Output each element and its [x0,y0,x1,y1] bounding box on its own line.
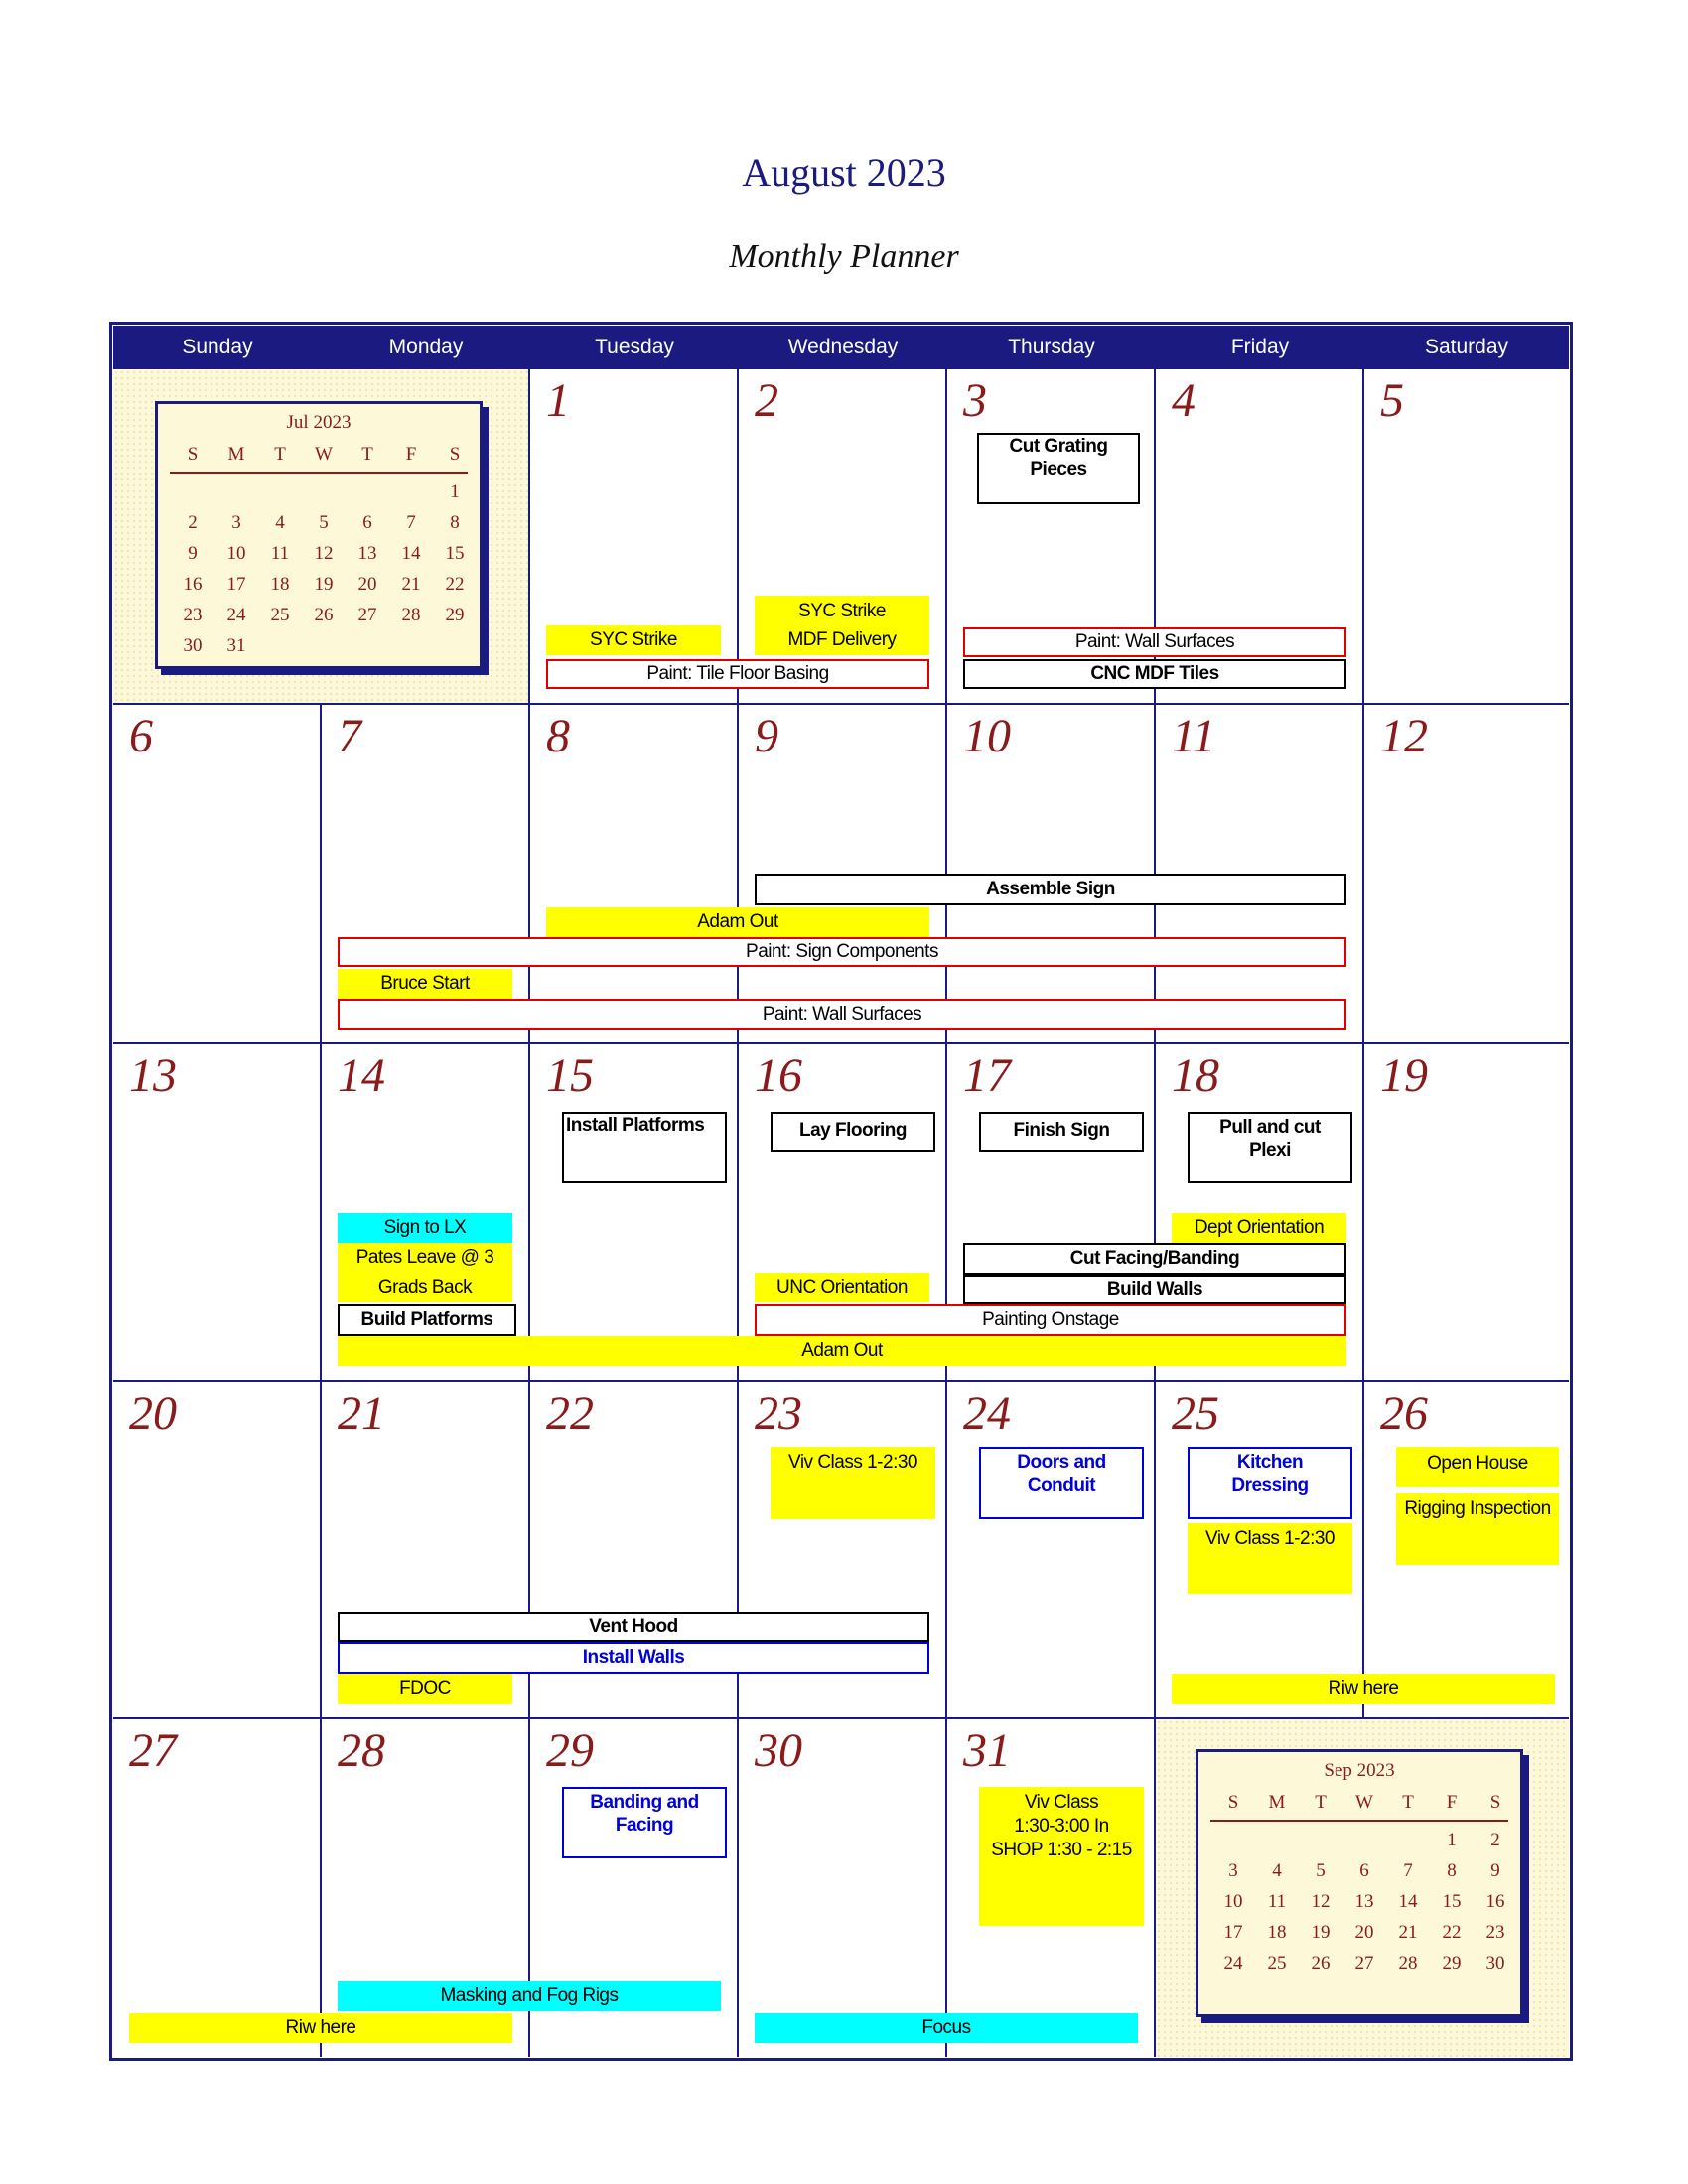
mini-date: 21 [401,574,421,595]
day-cell-12[interactable] [1364,705,1569,1044]
event-pull-and-cut-plexi[interactable]: Pull and cut Plexi [1188,1112,1352,1183]
day-number: 20 [129,1387,177,1439]
weekday-saturday: Saturday [1424,336,1509,358]
mini-date: 13 [357,543,377,564]
weekday-wednesday: Wednesday [787,336,899,358]
mini-date: 15 [445,543,465,564]
mini-date: 27 [1354,1953,1374,1974]
mini-date: 21 [1398,1922,1418,1943]
day-number: 7 [338,710,361,762]
event-paint-wall-surfaces-2[interactable]: Paint: Wall Surfaces [338,999,1346,1030]
mini-date: 30 [183,635,203,656]
event-bruce-start[interactable]: Bruce Start [338,969,512,999]
mini-calendar-jul [155,401,483,669]
mini-date: 4 [1272,1860,1282,1881]
event-assemble-sign[interactable]: Assemble Sign [755,874,1346,905]
mini-weekday: F [1446,1792,1458,1813]
mini-weekday: M [227,444,245,465]
event-grads-back[interactable]: Grads Back [338,1273,512,1302]
day-number: 23 [755,1387,802,1439]
mini-divider [1210,1820,1508,1822]
day-cell-15[interactable] [530,1044,739,1382]
mini-weekday: W [1355,1792,1373,1813]
mini-date: 26 [1311,1953,1331,1974]
mini-date: 24 [1223,1953,1243,1974]
mini-date: 3 [231,512,241,533]
day-number: 19 [1380,1049,1428,1102]
mini-date: 16 [1485,1891,1505,1912]
weekday-sunday: Sunday [182,336,253,358]
day-number: 31 [963,1724,1011,1777]
mini-date: 4 [275,512,285,533]
event-syc-strike[interactable]: SYC Strike [546,625,721,655]
event-riw-here-2[interactable]: Riw here [129,2013,512,2043]
day-cell-13[interactable] [113,1044,322,1382]
mini-weekday: T [274,444,286,465]
mini-date: 9 [188,543,198,564]
event-paint-sign-components[interactable]: Paint: Sign Components [338,937,1346,967]
event-open-house[interactable]: Open House [1396,1447,1559,1487]
event-build-platforms[interactable]: Build Platforms [338,1304,516,1336]
mini-date: 6 [362,512,372,533]
mini-weekday: M [1268,1792,1286,1813]
mini-date: 17 [1223,1922,1243,1943]
mini-calendar-sep [1196,1749,1523,2017]
weekday-friday: Friday [1230,336,1290,358]
mini-date: 14 [401,543,421,564]
day-number: 30 [755,1724,802,1777]
mini-date: 5 [1316,1860,1326,1881]
mini-weekday: S [449,444,461,465]
day-number: 15 [546,1049,594,1102]
day-cell-30[interactable] [739,1719,947,2057]
mini-date: 25 [1267,1953,1287,1974]
day-number: 4 [1172,374,1196,427]
mini-date: 19 [1311,1922,1331,1943]
mini-date: 12 [314,543,334,564]
day-number: 24 [963,1387,1011,1439]
event-finish-sign[interactable]: Finish Sign [979,1112,1144,1152]
event-adam-out-2[interactable]: Adam Out [338,1336,1346,1366]
event-painting-onstage[interactable]: Painting Onstage [755,1304,1346,1336]
mini-date: 28 [1398,1953,1418,1974]
mini-date: 10 [226,543,246,564]
mini-weekday: T [361,444,373,465]
day-cell-20[interactable] [113,1382,322,1719]
mini-divider [170,472,468,474]
day-cell-5[interactable] [1364,369,1569,705]
day-number: 27 [129,1724,177,1777]
mini-date: 5 [319,512,329,533]
mini-date: 18 [1267,1922,1287,1943]
day-number: 22 [546,1387,594,1439]
event-adam-out[interactable]: Adam Out [546,907,929,937]
mini-date: 20 [357,574,377,595]
event-banding-and-facing[interactable]: Banding and Facing [562,1787,727,1858]
mini-date: 8 [1447,1860,1457,1881]
mini-date: 30 [1485,1953,1505,1974]
day-number: 17 [963,1049,1011,1102]
mini-date: 16 [183,574,203,595]
event-cut-facing-banding[interactable]: Cut Facing/Banding [963,1243,1346,1275]
mini-date: 29 [1442,1953,1462,1974]
weekday-monday: Monday [388,336,464,358]
mini-date: 24 [226,605,246,625]
day-number: 25 [1172,1387,1219,1439]
mini-date: 6 [1359,1860,1369,1881]
event-masking-and-fog-rigs[interactable]: Masking and Fog Rigs [338,1981,721,2011]
mini-date: 7 [1403,1860,1413,1881]
weekday-thursday: Thursday [1008,336,1095,358]
mini-date: 1 [1447,1830,1457,1850]
day-number: 21 [338,1387,385,1439]
day-number: 1 [546,374,570,427]
mini-date: 7 [406,512,416,533]
mini-date: 23 [1485,1922,1505,1943]
mini-weekday: W [315,444,333,465]
day-cell-19[interactable] [1364,1044,1569,1382]
mini-date: 12 [1311,1891,1331,1912]
mini-date: 22 [1442,1922,1462,1943]
mini-date: 18 [270,574,290,595]
day-number: 9 [755,710,778,762]
mini-date: 25 [270,605,290,625]
mini-date: 8 [450,512,460,533]
day-number: 14 [338,1049,385,1102]
mini-date: 27 [357,605,377,625]
mini-date: 9 [1490,1860,1500,1881]
day-number: 5 [1380,374,1404,427]
mini-date: 14 [1398,1891,1418,1912]
event-riw-here[interactable]: Riw here [1172,1674,1555,1704]
day-number: 3 [963,374,987,427]
weekday-tuesday: Tuesday [595,336,674,358]
event-viv-class-31[interactable]: Viv Class 1:30-3:00 In SHOP 1:30 - 2:15 [979,1787,1144,1926]
mini-date: 29 [445,605,465,625]
next-month-cell [1156,1719,1569,2057]
prev-month-cell [113,369,530,705]
mini-weekday: S [1489,1792,1501,1813]
mini-date: 19 [314,574,334,595]
day-number: 8 [546,710,570,762]
page-title: August 2023 [742,150,946,195]
day-cell-27[interactable] [113,1719,322,2057]
event-doors-and-conduit[interactable]: Doors and Conduit [979,1447,1144,1519]
mini-date: 17 [226,574,246,595]
event-pates-leave[interactable]: Pates Leave @ 3 [338,1243,512,1273]
weekday-header [113,326,1569,369]
event-vent-hood[interactable]: Vent Hood [338,1612,929,1642]
day-number: 28 [338,1724,385,1777]
mini-date: 2 [188,512,198,533]
day-cell-8[interactable] [530,705,739,1044]
event-viv-class-23[interactable]: Viv Class 1-2:30 [771,1447,935,1519]
event-paint-wall-surfaces[interactable]: Paint: Wall Surfaces [963,627,1346,657]
day-cell-24[interactable] [947,1382,1156,1719]
mini-weekday: S [187,444,199,465]
day-number: 10 [963,710,1011,762]
mini-date: 13 [1354,1891,1374,1912]
event-install-platforms[interactable]: Install Platforms [562,1112,727,1183]
day-number: 12 [1380,710,1428,762]
mini-date: 11 [270,543,290,564]
mini-date: 2 [1490,1830,1500,1850]
mini-weekday: F [405,444,417,465]
day-number: 16 [755,1049,802,1102]
mini-calendar-title: Jul 2023 [286,412,352,433]
mini-weekday: S [1227,1792,1239,1813]
mini-weekday: T [1402,1792,1414,1813]
day-number: 6 [129,710,153,762]
event-cnc-mdf-tiles[interactable]: CNC MDF Tiles [963,659,1346,689]
event-dept-orientation[interactable]: Dept Orientation [1172,1213,1346,1243]
event-paint-tile-floor[interactable]: Paint: Tile Floor Basing [546,659,929,689]
day-number: 2 [755,374,778,427]
page-subtitle: Monthly Planner [729,238,959,275]
mini-calendar-title: Sep 2023 [1324,1760,1395,1781]
mini-date: 1 [450,481,460,502]
mini-date: 31 [226,635,246,656]
mini-date: 3 [1228,1860,1238,1881]
event-viv-class-25[interactable]: Viv Class 1-2:30 [1188,1523,1352,1594]
mini-date: 26 [314,605,334,625]
mini-date: 28 [401,605,421,625]
day-number: 29 [546,1724,594,1777]
event-focus[interactable]: Focus [755,2013,1138,2043]
event-kitchen-dressing[interactable]: Kitchen Dressing [1188,1447,1352,1519]
event-build-walls[interactable]: Build Walls [963,1275,1346,1304]
mini-date: 20 [1354,1922,1374,1943]
mini-date: 11 [1267,1891,1287,1912]
mini-weekday: T [1315,1792,1327,1813]
day-number: 18 [1172,1049,1219,1102]
event-sign-to-lx[interactable]: Sign to LX [338,1213,512,1243]
day-number: 13 [129,1049,177,1102]
mini-date: 10 [1223,1891,1243,1912]
mini-date: 22 [445,574,465,595]
mini-date: 15 [1442,1891,1462,1912]
event-fdoc[interactable]: FDOC [338,1674,512,1704]
day-number: 11 [1172,710,1216,762]
event-cut-grating[interactable]: Cut Grating Pieces [977,433,1140,504]
mini-date: 23 [183,605,203,625]
event-unc-orientation[interactable]: UNC Orientation [755,1273,929,1302]
event-install-walls[interactable]: Install Walls [338,1642,929,1674]
day-number: 26 [1380,1387,1428,1439]
event-lay-flooring[interactable]: Lay Flooring [771,1112,935,1152]
event-syc-strike-mdf-delivery[interactable]: SYC Strike MDF Delivery [755,596,929,655]
event-rigging-inspection[interactable]: Rigging Inspection [1396,1493,1559,1565]
day-cell-6[interactable] [113,705,322,1044]
